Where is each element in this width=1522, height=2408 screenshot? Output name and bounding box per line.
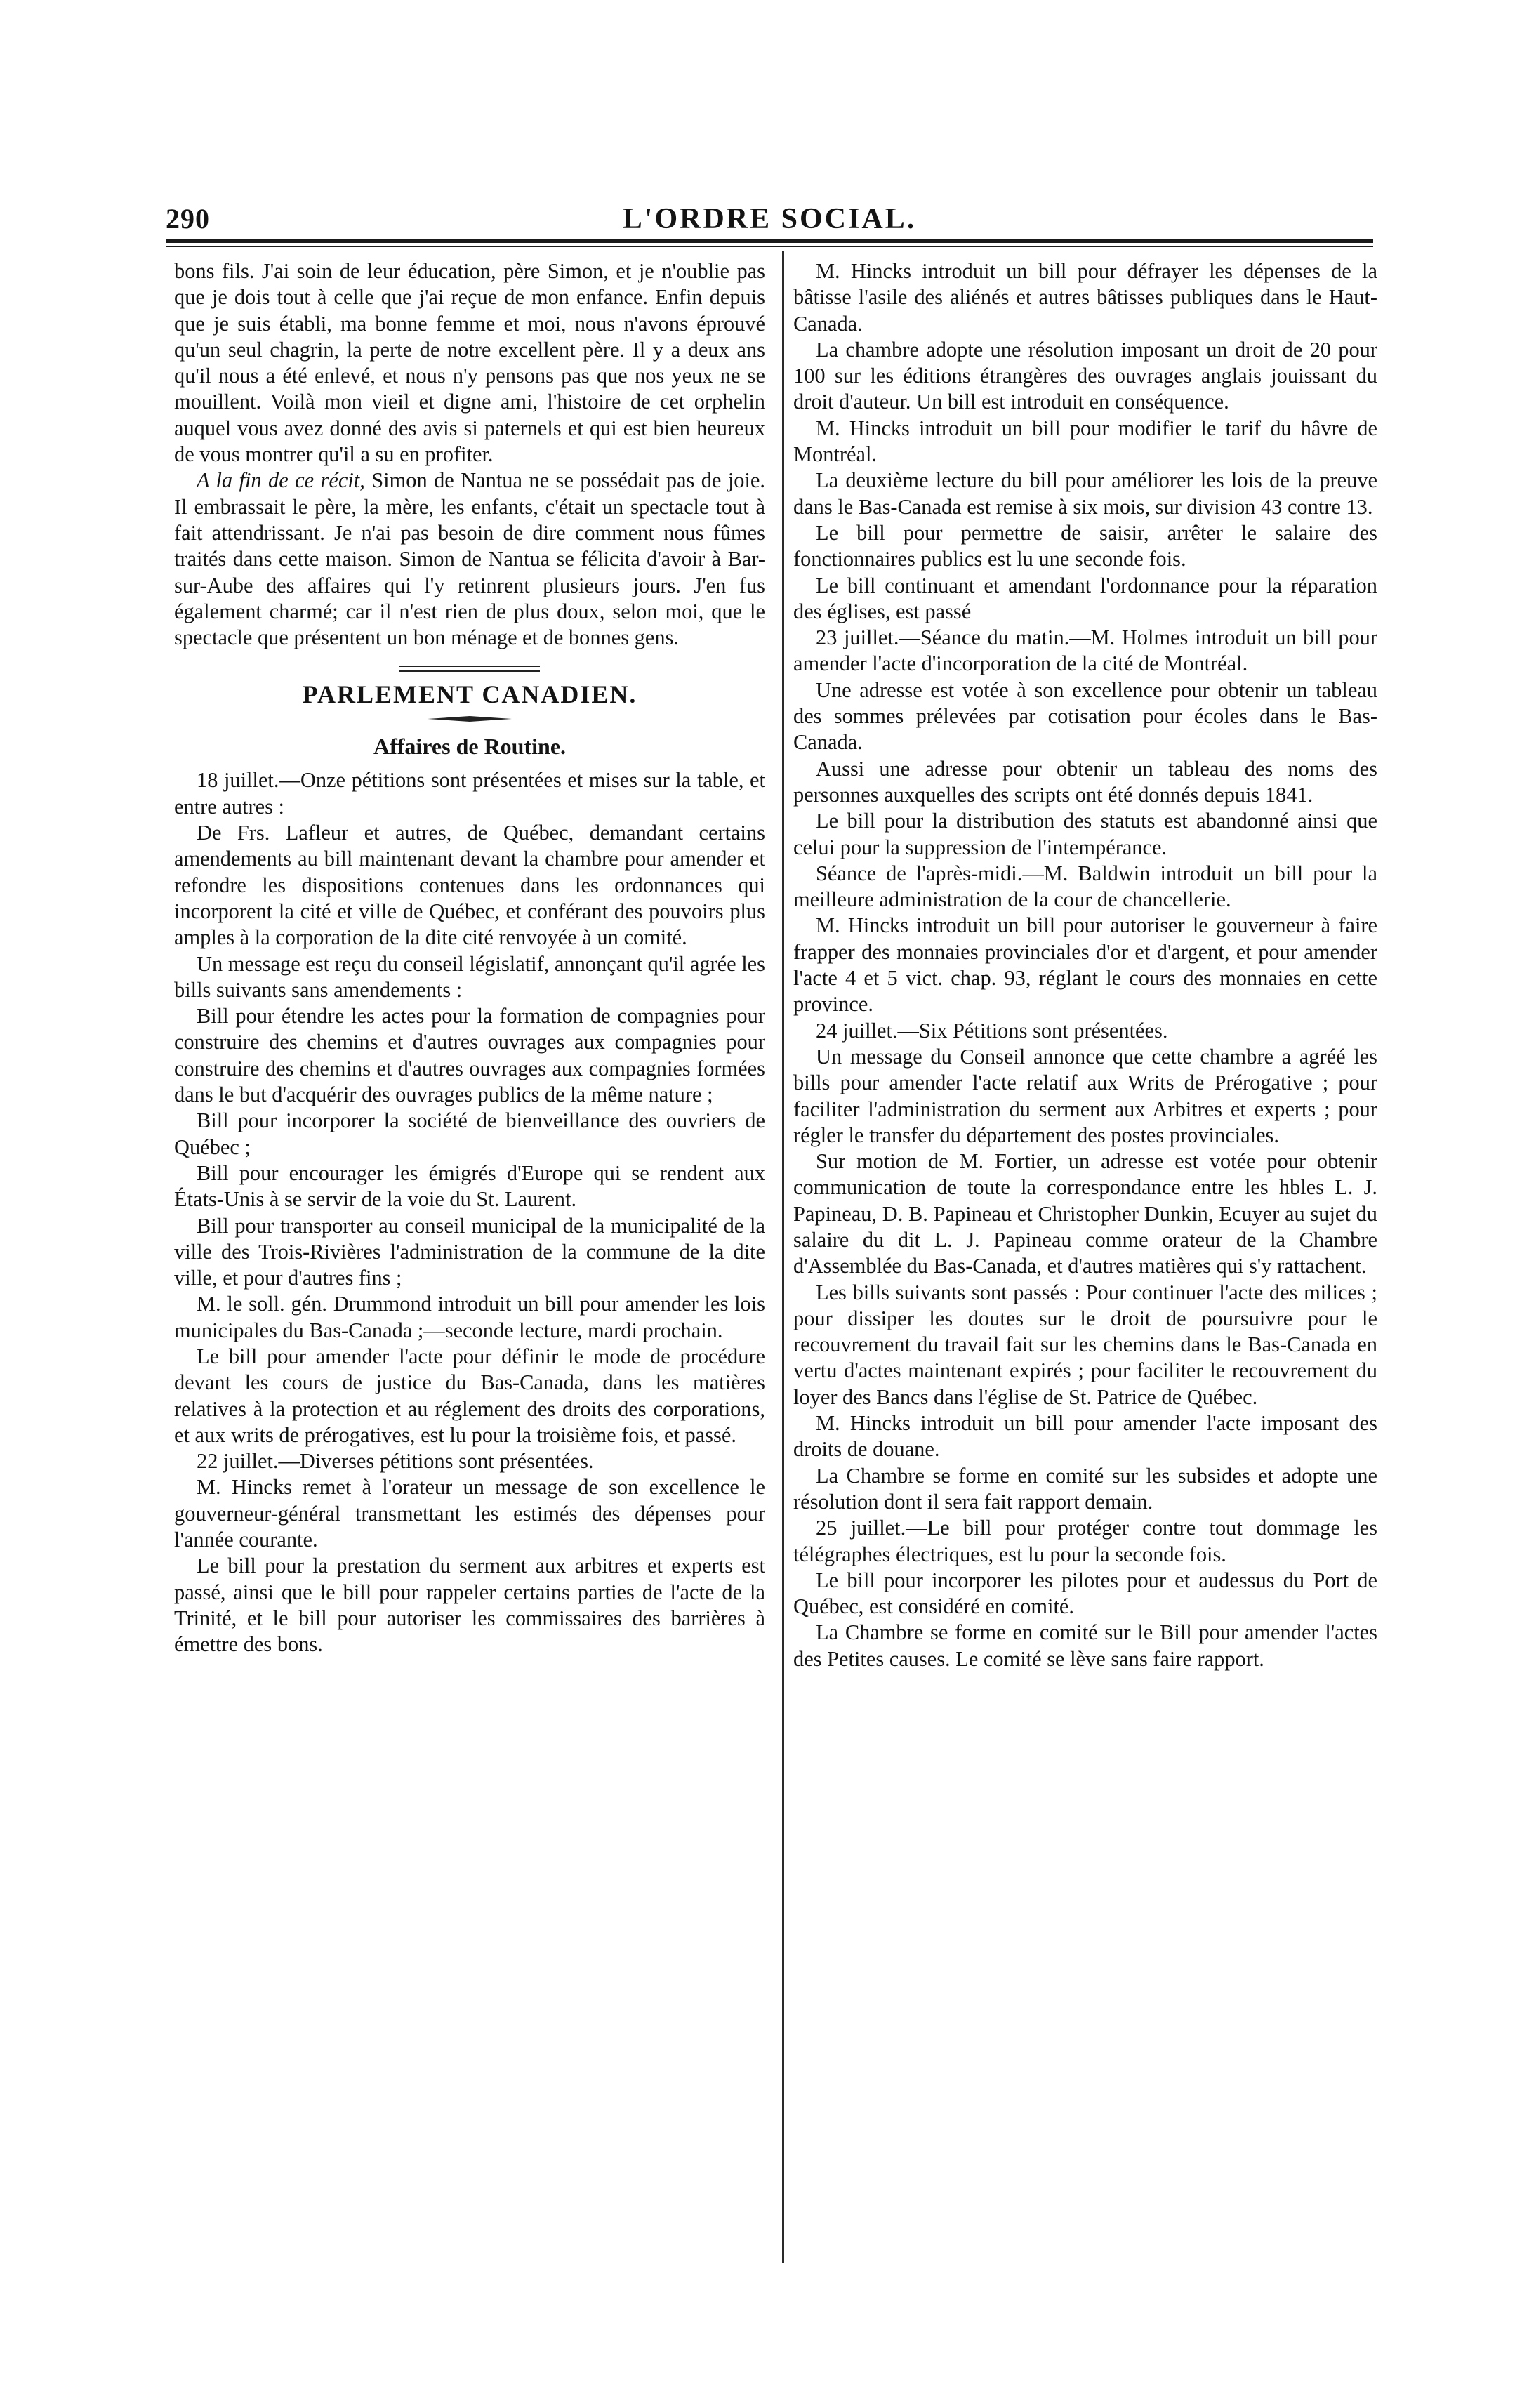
header-rule-thin [166, 246, 1373, 247]
tapered-rule-icon [428, 714, 512, 724]
text-paragraph: 23 juillet.—Séance du matin.—M. Holmes introduit un bill pour amender l'acte d'incorporation de la cité de Montréal. [793, 626, 1377, 676]
page-number: 290 [166, 203, 210, 234]
text-paragraph: Sur motion de M. Fortier, un adresse est votée pour obtenir communication de toute la correspondance entre les hbles L. J. Papineau, D. B. Papineau et Christopher Dunkin, Ecuyer au sujet du salaire du dit L. J. Papineau comme orateur de la Chambre d'Assemblée du Bas-Canada, et d'autres matières qui s'y rattachent. [793, 1149, 1377, 1278]
text-paragraph: M. Hincks introduit un bill pour amender l'acte imposant des droits de douane. [793, 1411, 1377, 1462]
double-rule-ornament-icon [399, 663, 540, 675]
story-lead: A la fin de ce récit, [197, 468, 365, 493]
text-paragraph: M. Hincks introduit un bill pour modifier le tarif du hâvre de Montréal. [793, 416, 1377, 467]
text-paragraph: M. le soll. gén. Drummond introduit un bill pour amender les lois municipales du Bas-Canada ;—seconde lecture, mardi prochain. [174, 1292, 765, 1342]
text-paragraph: Le bill pour la prestation du serment aux arbitres et experts est passé, ainsi que le bill pour rappeler certains parties de l'acte de la Trinité, et le bill pour autoriser les commissaires des barrières à émettre des bons. [174, 1554, 765, 1657]
section-title: PARLEMENT CANADIEN. [302, 680, 637, 709]
page-header [166, 202, 1373, 237]
left-column [174, 258, 765, 1658]
text-paragraph: M. Hincks remet à l'orateur un message de son excellence le gouverneur-général transmettant les estimés des dépenses pour l'année courante. [174, 1475, 765, 1552]
text-paragraph: Bill pour encourager les émigrés d'Europe qui se rendent aux États-Unis à se servir de la voie du St. Laurent. [174, 1160, 765, 1212]
ornament-separator [174, 714, 765, 727]
running-title: L'ORDRE SOCIAL. [622, 203, 917, 235]
story-paragraph [174, 468, 765, 651]
text-paragraph: La Chambre se forme en comité sur les subsides et adopte une résolution dont il sera fait rapport demain. [793, 1463, 1377, 1514]
text-paragraph: Un message est reçu du conseil législatif, annonçant qu'il agrée les bills suivants sans amendements : [174, 951, 765, 1002]
text-paragraph: M. Hincks introduit un bill pour défrayer les dépenses de la bâtisse l'asile des aliénés et autres bâtisses publiques dans le Haut-Canada. [793, 259, 1377, 336]
text-paragraph: 18 juillet.—Onze pétitions sont présentées et mises sur la table, et entre autres : [174, 768, 765, 819]
text-paragraph: Bill pour transporter au conseil municipal de la municipalité de la ville des Trois-Rivières l'administration de la commune de la dite ville, et pour d'autres fins ; [174, 1213, 765, 1290]
text-paragraph: Les bills suivants sont passés : Pour continuer l'acte des milices ; pour dissiper les doutes sur le droit de poursuivre pour le recouvrement du travail fait sur les chemins dans le Bas-Canada en vertu d'actes maintenant expirés ; pour faciliter le recouvrement du loyer des Bancs dans l'église de St. Patrice de Québec. [793, 1280, 1377, 1409]
text-paragraph: Le bill pour permettre de saisir, arrêter le salaire des fonctionnaires publics est lu une seconde fois. [793, 520, 1377, 571]
right-column [793, 258, 1377, 1672]
text-paragraph: Le bill continuant et amendant l'ordonnance pour la réparation des églises, est passé [793, 573, 1377, 623]
text-paragraph: M. Hincks introduit un bill pour autoriser le gouverneur à faire frapper des monnaies provinciales d'or et d'argent, et pour amender l'acte 4 et 5 vict. chap. 93, réglant le cours des monnaies en cette province. [793, 913, 1377, 1017]
text-paragraph: 25 juillet.—Le bill pour protéger contre tout dommage les télégraphes électriques, est lu pour la seconde fois. [793, 1516, 1377, 1566]
text-paragraph: 24 juillet.—Six Pétitions sont présentées. [816, 1018, 1168, 1043]
text-paragraph: De Frs. Lafleur et autres, de Québec, demandant certains amendements au bill maintenant devant la chambre pour amender et refondre les dispositions contenues dans les ordonnances qui incorporent la cité et ville de Québec, et conférant des pouvoirs plus amples à la corporation de la dite cité renvoyée à un comité. [174, 821, 765, 950]
text-paragraph: La chambre adopte une résolution imposant un droit de 20 pour 100 sur les éditions étrangères des ouvrages anglais jouissant du droit d'auteur. Un bill est introduit en conséquence. [793, 337, 1377, 414]
text-paragraph: Bill pour incorporer la société de bienveillance des ouvriers de Québec ; [174, 1109, 765, 1159]
text-paragraph: 22 juillet.—Diverses pétitions sont présentées. [197, 1449, 594, 1474]
column-divider [782, 251, 784, 2263]
ornament-separator [174, 663, 765, 677]
text-paragraph: Bill pour étendre les actes pour la formation de compagnies pour construire des chemins et d'autres ouvrages aux compagnies pour construire des chemins et d'autres ouvrages aux compagnies formées dans le but d'acquérir des ouvrages publics de la même nature ; [174, 1004, 765, 1107]
text-paragraph: Une adresse est votée à son excellence pour obtenir un tableau des sommes prélevées par cotisation pour écoles dans le Bas-Canada. [793, 677, 1377, 755]
text-paragraph: Aussi une adresse pour obtenir un tableau des noms des personnes auxquelles des scripts ont été donnés depuis 1841. [793, 756, 1377, 807]
story-paragraph: bons fils. J'ai soin de leur éducation, père Simon, et je n'oublie pas que je dois tout à celle que j'ai reçue de mon enfance. Enfin depuis que je suis établi, ma bonne femme et moi, nous n'avons éprouvé qu'un seul chagrin, la perte de notre excellent père. Il y a deux ans qu'il nous a été enlevé, et nous n'y pensons pas que nos yeux ne se mouillent. Voilà mon vieil et digne ami, l'histoire de cet orphelin auquel vous avez donné des avis si paternels et qui est bien heureux de vous montrer qu'il a su en profiter. [174, 259, 765, 467]
subsection-title: Affaires de Routine. [373, 734, 567, 760]
story-text: Simon de Nantua ne se possédait pas de joie. Il embrassait le père, la mère, les enfants, c'était un spectacle tout à fait attendrissant. Je n'ai pas besoin de dire comment nous fûmes traités dans cette maison. Simon de Nantua se félicita d'avoir à Bar-sur-Aube des affaires qui l'y retinrent plusieurs jours. J'en fus également charmé; car il n'est rien de plus doux, selon moi, que le spectacle que présentent un bon ménage et de bonnes gens. [174, 468, 765, 650]
text-paragraph: Séance de l'après-midi.—M. Baldwin introduit un bill pour la meilleure administration de la cour de chancellerie. [793, 861, 1377, 912]
text-paragraph: Le bill pour incorporer les pilotes pour et audessus du Port de Québec, est considéré en comité. [793, 1568, 1377, 1619]
text-paragraph: Le bill pour amender l'acte pour définir le mode de procédure devant les cours de justice du Bas-Canada, dans les matières relatives à la protection et au réglement des droits des corporations, et aux writs de prérogatives, est lu pour la troisième fois, et passé. [174, 1344, 765, 1447]
header-rule [166, 239, 1373, 243]
text-paragraph: La Chambre se forme en comité sur le Bill pour amender l'actes des Petites causes. Le comité se lève sans faire rapport. [793, 1620, 1377, 1671]
text-paragraph: Le bill pour la distribution des statuts est abandonné ainsi que celui pour la suppression de l'intempérance. [793, 809, 1377, 859]
text-paragraph: La deuxième lecture du bill pour améliorer les lois de la preuve dans le Bas-Canada est remise à six mois, sur division 43 contre 13. [793, 468, 1377, 519]
text-paragraph: Un message du Conseil annonce que cette chambre a agréé les bills pour amender l'acte relatif aux Writs de Prérogative ; pour faciliter l'administration du serment aux Arbitres et experts ; pour régler le transfer du département des postes provinciales. [793, 1044, 1377, 1147]
